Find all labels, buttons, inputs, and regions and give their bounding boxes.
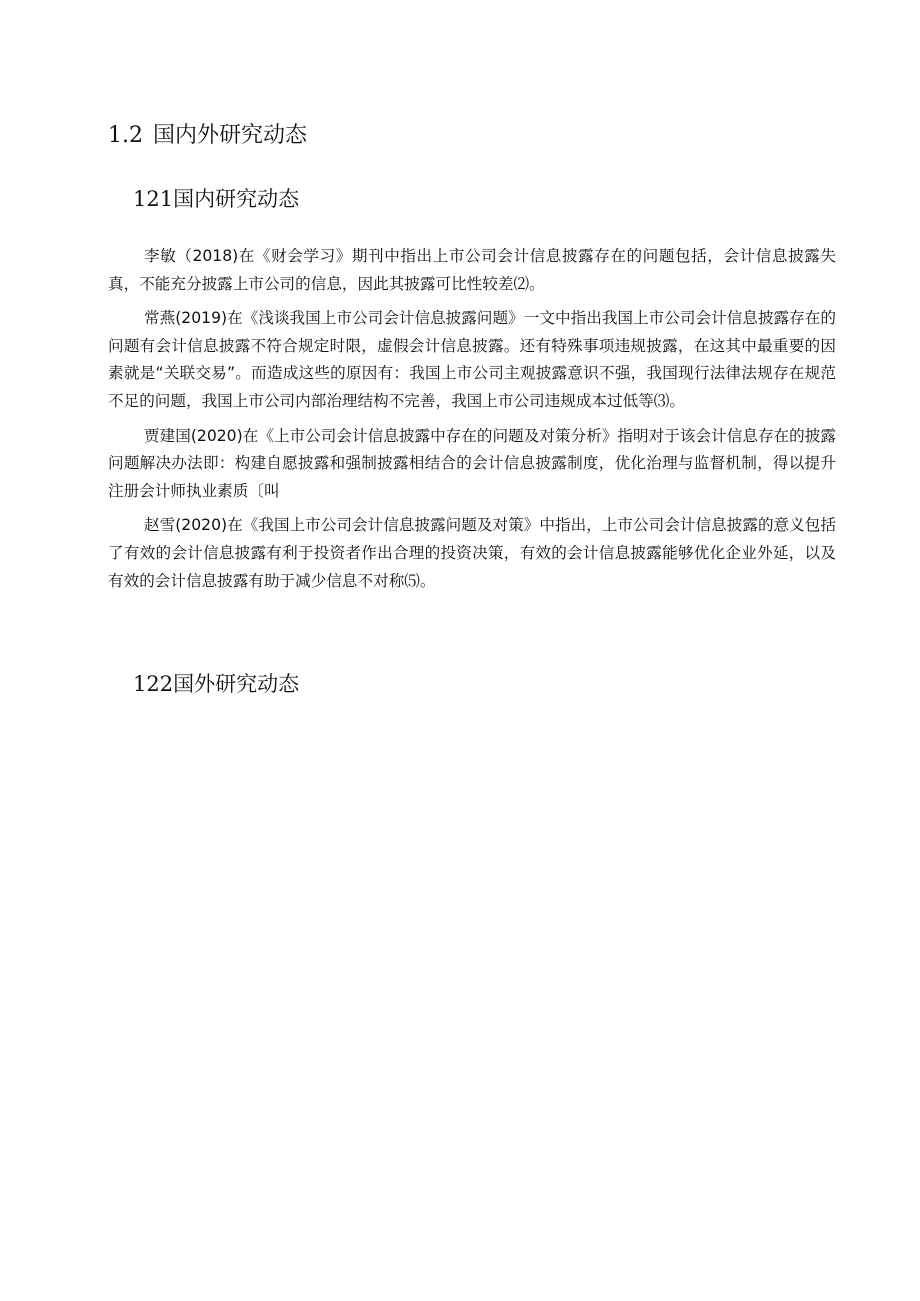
- subsection-number: 122: [133, 672, 174, 696]
- section-title: 国内外研究动态: [153, 123, 308, 148]
- paragraph-jia-jianguo: 贾建国(2020)在《上市公司会计信息披露中存在的问题及对策分析》指明对于该会计信息存在的披露问题解决办法即：构建自愿披露和强制披露相结合的会计信息披露制度，优化治理与监督机制，得以提升注册会计师执业素质〔叫: [108, 426, 836, 500]
- paragraph-li-min: 李敏（2018)在《财会学习》期刊中指出上市公司会计信息披露存在的问题包括，会计信息披露失真，不能充分披露上市公司的信息，因此其披露可比性较差⑵。: [108, 247, 836, 293]
- subsection-title: 国外研究动态: [173, 672, 300, 696]
- subsection-title: 国内研究动态: [173, 187, 300, 211]
- domestic-research-body: [108, 243, 836, 595]
- paragraph-zhao-xue: 赵雪(2020)在《我国上市公司会计信息披露问题及对策》中指出，上市公司会计信息披露的意义包括了有效的会计信息披露有利于投资者作出合理的投资决策，有效的会计信息披露能够优化企业外延，以及有效的会计信息披露有助于减少信息不对称⑸。: [108, 516, 836, 590]
- subsection-heading-foreign: [133, 667, 299, 701]
- section-number: 1.2: [108, 123, 143, 148]
- subsection-heading-domestic: [133, 182, 299, 216]
- subsection-number: 121: [133, 187, 174, 211]
- section-heading: [108, 118, 307, 154]
- paragraph-chang-yan: 常燕(2019)在《浅谈我国上市公司会计信息披露问题》一文中指出我国上市公司会计信息披露存在的问题有会计信息披露不符合规定时限，虚假会计信息披露。还有特殊事项违规披露，在这其中最重要的因素就是“关联交易”。而造成这些的原因有：我国上市公司主观披露意识不强，我国现行法律法规存在规范不足的问题，我国上市公司内部治理结构不完善，我国上市公司违规成本过低等⑶。: [108, 309, 836, 410]
